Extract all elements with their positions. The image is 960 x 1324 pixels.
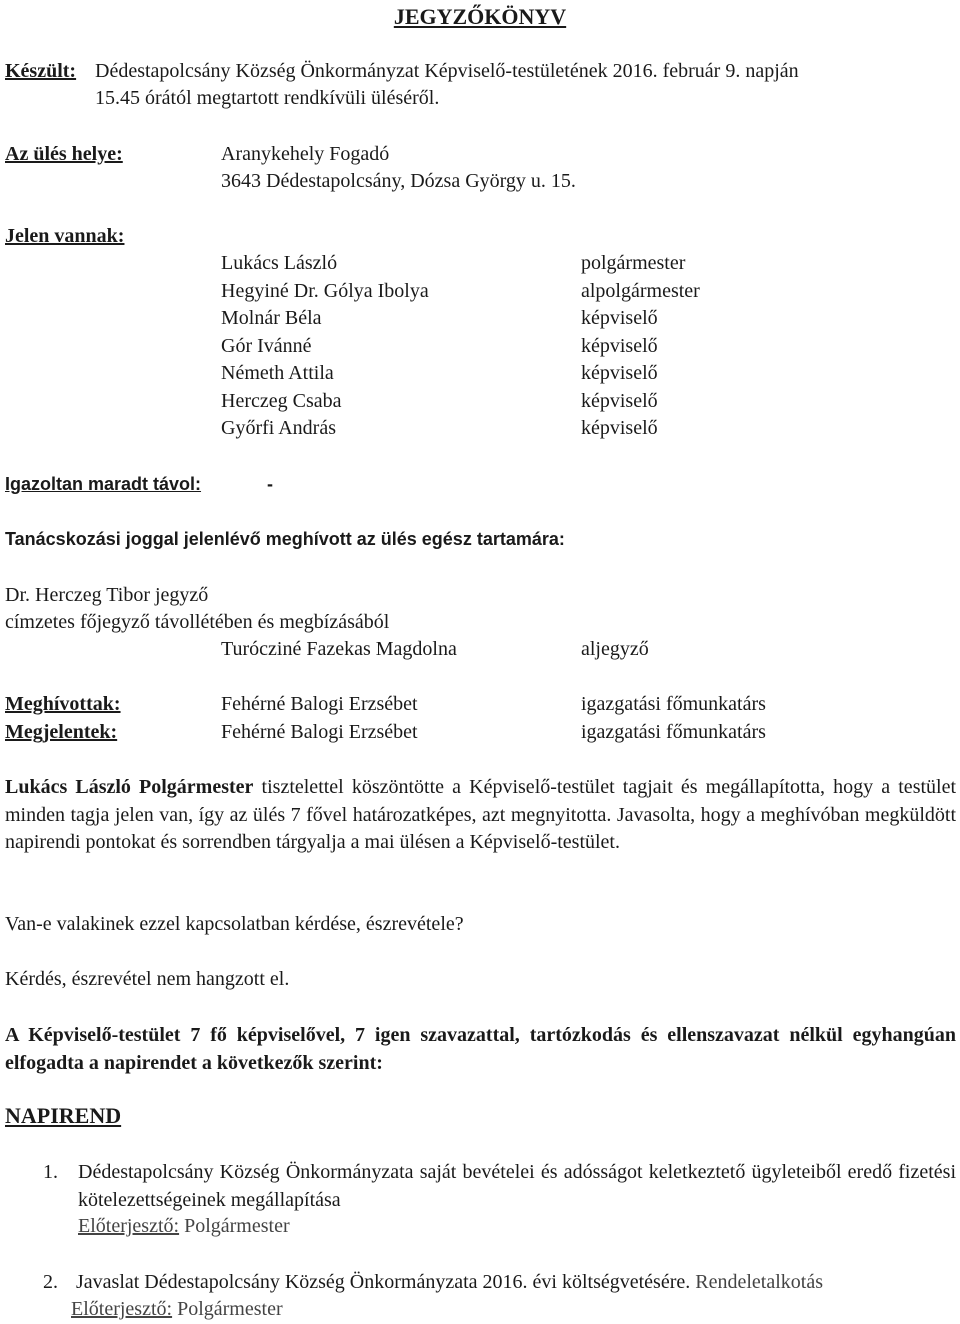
opening-paragraph [5, 774, 956, 857]
member-name: Győrfi András [221, 417, 336, 439]
agenda-item-text: Dédestapolcsány Község Önkormányzata saját bevételei és adósságot keletkeztető ügyleteiből eredő fizetési kötelezettségeinek megállapítása [78, 1161, 956, 1211]
tanacskozasi-name: Turócziné Fazekas Magdolna [221, 638, 457, 660]
tavol-label: Igazoltan maradt távol: [5, 474, 202, 494]
tanacskozasi-role: aljegyző [581, 638, 649, 660]
presenter-label: Előterjesztő: [71, 1298, 173, 1320]
meghivottak-role: igazgatási főmunkatárs [581, 693, 766, 715]
opening-text: tisztelettel köszöntötte a Képviselő-testület tagjait és megállapította, hogy a testület minden tagja jelen van, így az ülés 7 fővel határozatképes, azt megnyitotta. Javasolta, hogy a meghívóban megküldött napirendi pontokat és sorrendben tárgyalja a mai ülésen a Képviselő-testület. [5, 776, 957, 853]
document-title: JEGYZŐKÖNYV [393, 4, 567, 29]
tanacskozasi-line1: Dr. Herczeg Tibor jegyző [5, 584, 209, 606]
member-name: Herczeg Csaba [221, 390, 342, 412]
tanacskozasi-heading: Tanácskozási joggal jelenlévő meghívott az ülés egész tartamára: [5, 529, 565, 549]
member-role: képviselő [581, 335, 658, 357]
keszult-label: Készült: [5, 60, 77, 82]
agenda-item-number: 1. [43, 1161, 58, 1183]
member-role: alpolgármester [581, 280, 700, 302]
member-role: polgármester [581, 252, 686, 274]
napirend-heading: NAPIREND [5, 1103, 122, 1128]
megjelentek-label: Megjelentek: [5, 721, 118, 743]
question-paragraph: Van-e valakinek ezzel kapcsolatban kérdése, észrevétele? [5, 913, 464, 935]
hely-line2: 3643 Dédestapolcsány, Dózsa György u. 15. [221, 170, 576, 192]
megjelentek-name: Fehérné Balogi Erzsébet [221, 721, 418, 743]
hely-label: Az ülés helye: [5, 143, 123, 165]
member-role: képviselő [581, 362, 658, 384]
member-name: Molnár Béla [221, 307, 322, 329]
member-name: Gór Ivánné [221, 335, 312, 357]
hely-line1: Aranykehely Fogadó [221, 143, 390, 165]
keszult-line1: Dédestapolcsány Község Önkormányzat Képviselő-testületének 2016. február 9. napján [95, 60, 799, 82]
presenter-label: Előterjesztő: [78, 1215, 180, 1237]
no-question-paragraph: Kérdés, észrevétel nem hangzott el. [5, 968, 290, 990]
member-name: Lukács László [221, 252, 338, 274]
agenda-item-text [76, 1271, 823, 1294]
agenda-item-presenter [78, 1215, 290, 1238]
member-role: képviselő [581, 307, 658, 329]
presenter-value: Polgármester [184, 1215, 290, 1237]
agenda-item-extra: Rendeletalkotás [695, 1271, 823, 1293]
tanacskozasi-line2: címzetes főjegyző távollétében és megbízásából [5, 611, 390, 633]
member-role: képviselő [581, 390, 658, 412]
mayor-name-bold: Lukács László Polgármester [5, 776, 254, 798]
jelen-label: Jelen vannak: [5, 225, 125, 247]
agenda-item-title: Javaslat Dédestapolcsány Község Önkormányzata 2016. évi költségvetésére. [76, 1271, 691, 1293]
agenda-item-presenter [71, 1298, 283, 1321]
megjelentek-role: igazgatási főmunkatárs [581, 721, 766, 743]
meghivottak-label: Meghívottak: [5, 693, 121, 715]
presenter-value: Polgármester [177, 1298, 283, 1320]
tavol-value: - [267, 474, 273, 494]
agenda-item-number: 2. [43, 1271, 58, 1293]
member-role: képviselő [581, 417, 658, 439]
keszult-line2: 15.45 órától megtartott rendkívüli üléséről. [95, 87, 440, 109]
decision-paragraph: A Képviselő-testület 7 fő képviselővel, 7 igen szavazattal, tartózkodás és ellenszavazat nélkül egyhangúan elfogadta a napirendet a következők szerint: [5, 1024, 956, 1074]
meghivottak-name: Fehérné Balogi Erzsébet [221, 693, 418, 715]
member-name: Hegyiné Dr. Gólya Ibolya [221, 280, 429, 302]
member-name: Németh Attila [221, 362, 334, 384]
